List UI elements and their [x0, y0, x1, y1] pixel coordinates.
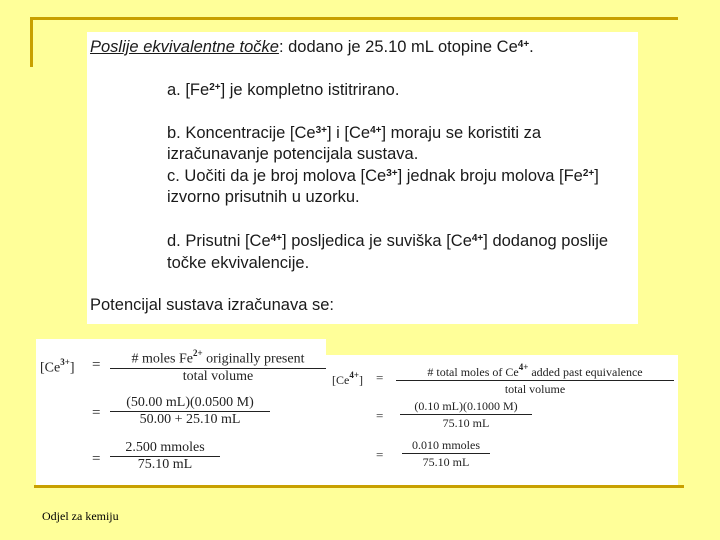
eq2-f3-denominator: 75.10 mL: [422, 455, 470, 469]
heading-sup: 4+: [517, 39, 530, 50]
eq2-f1-num-post: added past equivalence: [528, 365, 643, 379]
item-b-sup2: 4+: [370, 125, 382, 136]
equation-ce4-box: [326, 355, 678, 485]
eq2-lhs-pre: [Ce: [332, 373, 350, 387]
item-a-sup: 2+: [209, 82, 221, 93]
eq1-lhs: [40, 358, 75, 377]
eq1-lhs-post: ]: [69, 360, 75, 376]
eq2-f1-numerator: [396, 360, 674, 381]
eq2-f1-num-sup: 4+: [518, 362, 529, 372]
item-b-t2: ] i [Ce: [327, 124, 371, 142]
item-a: [167, 80, 399, 100]
heading-underlined: Poslije ekvivalentne točke: [90, 38, 279, 56]
eq1-fraction-2: [110, 395, 270, 428]
eq1-equals-1: =: [92, 357, 101, 373]
footer-department: Odjel za kemiju: [42, 509, 119, 523]
eq1-f3-numerator: 2.500 mmoles: [110, 440, 220, 457]
eq2-fraction-2: [400, 398, 532, 431]
item-b-line1: [167, 123, 541, 143]
item-c-line1: [167, 166, 599, 186]
eq2-f3-numerator: 0.010 mmoles: [402, 437, 490, 454]
heading-end: .: [529, 38, 534, 56]
eq2-lhs-post: ]: [358, 373, 363, 387]
eq1-fraction-3: [110, 440, 220, 473]
eq2-f1-denominator: total volume: [504, 382, 566, 396]
eq1-f1-numerator: [110, 346, 326, 369]
item-d-line2: točke ekvivalencije.: [167, 254, 310, 272]
item-d-t3: ] dodanog poslije: [483, 232, 609, 250]
slide-heading: [90, 37, 534, 57]
item-c-sup1: 3+: [386, 168, 398, 179]
eq1-f3-denominator: 75.10 mL: [137, 457, 193, 472]
item-c-line2: izvorno prisutnih u uzorku.: [167, 188, 360, 206]
eq2-equals-2: =: [376, 408, 384, 423]
item-a-t1: a. [Fe: [167, 81, 210, 99]
item-c-t3: ]: [594, 167, 599, 185]
eq1-fraction-1: [110, 346, 326, 385]
item-b-t3: ] moraju se koristiti za: [381, 124, 542, 142]
decorative-top-line: [30, 17, 678, 20]
item-c-t2: ] jednak broju molova [Fe: [397, 167, 583, 185]
eq2-equals-1: =: [376, 370, 384, 385]
eq1-lhs-sup: 3+: [60, 357, 70, 367]
eq2-equals-3: =: [376, 447, 384, 462]
decorative-left-line: [30, 17, 33, 67]
eq1-equals-2: =: [92, 405, 101, 421]
eq1-lhs-pre: [Ce: [40, 360, 61, 376]
item-d-line1: [167, 231, 608, 251]
eq2-lhs-sup: 4+: [349, 370, 359, 380]
eq1-f2-denominator: 50.00 + 25.10 mL: [139, 412, 241, 427]
eq1-equals-3: =: [92, 451, 101, 467]
item-d-sup1: 4+: [270, 233, 283, 244]
equation-ce3-box: [36, 339, 326, 485]
heading-rest: : dodano je 25.10 mL otopine Ce: [278, 38, 518, 56]
closing-line: Potencijal sustava izračunava se:: [90, 296, 334, 314]
item-c-sup2: 2+: [582, 168, 595, 179]
eq2-f2-denominator: 75.10 mL: [442, 416, 490, 430]
item-b-sup1: 3+: [315, 125, 327, 136]
item-b-line2: izračunavanje potencijala sustava.: [167, 145, 419, 163]
slide-text-box: [87, 32, 638, 324]
eq1-f1-num-post: originally present: [202, 351, 305, 367]
item-c-t1: c. Uočiti da je broj molova [Ce: [167, 167, 387, 185]
decorative-bottom-line: [34, 485, 684, 488]
eq1-f1-denominator: total volume: [182, 368, 254, 384]
eq1-f1-num-sup: 2+: [192, 348, 203, 358]
eq1-f2-numerator: (50.00 mL)(0.0500 M): [110, 395, 270, 412]
eq2-fraction-3: [402, 437, 490, 470]
item-d-t2: ] posljedica je suviška [Ce: [282, 232, 472, 250]
item-d-t1: d. Prisutni [Ce: [167, 232, 271, 250]
item-d-sup2: 4+: [471, 233, 484, 244]
eq2-lhs: [332, 371, 363, 388]
item-a-t2: ] je kompletno istitrirano.: [220, 81, 400, 99]
eq1-f1-num-pre: # moles Fe: [131, 351, 193, 367]
eq2-fraction-1: [396, 360, 674, 397]
eq2-f1-num-pre: # total moles of Ce: [427, 365, 519, 379]
eq2-f2-numerator: (0.10 mL)(0.1000 M): [400, 398, 532, 415]
item-b-t1: b. Koncentracije [Ce: [167, 124, 316, 142]
